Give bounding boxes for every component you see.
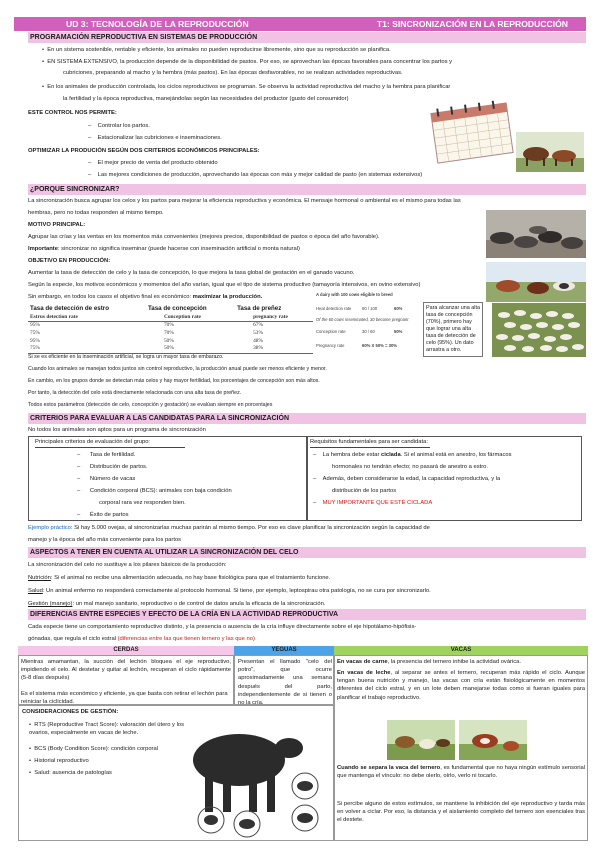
yeguas-header: YEGUAS	[234, 646, 334, 655]
section-title-criterios: CRITERIOS PARA EVALUAR A LAS CANDIDATAS PARA LA SINCRONIZACIÓN	[28, 413, 586, 424]
cerdas-box	[18, 655, 234, 705]
requisito-1: – La hembra debe estar ciclada. Si el animal está en anestro, los fármacos	[313, 452, 512, 458]
porque-note-5: Todos estos parámetros (detección de celo, concepción y gestación) se evalúan siempre en porcentajes	[28, 402, 273, 408]
section-title-programacion: PROGRAMACIÓN REPRODUCTIVA EN SISTEMAS DE PRODUCCIÓN	[28, 32, 586, 43]
criterios-left-title: Principales criterios de evaluación del grupo:	[35, 439, 151, 445]
importante-text: : sincronizar no significa inseminar (puede hacerse con inseminación artificial o monta natural)	[57, 246, 300, 252]
yeguas-text: Presentan el llamado "celo del potro", que ocurre aproximadamente una semana después del parto, independientemente de si tienen o no la cría.	[238, 659, 332, 707]
aspecto-salud-label: Salud	[28, 588, 43, 594]
cell: 48%	[253, 337, 263, 344]
criterio-3-text: Número de vacas	[89, 476, 136, 482]
requisito-1-a: La hembra debe estar	[322, 452, 382, 458]
consideracion-1: • RTS (Reproductive Tract Score): valoración del útero y los ovarios, especialmente en vacas de leche.	[29, 722, 184, 737]
rates-table	[28, 305, 313, 354]
criterios-right-box	[306, 436, 582, 521]
rates-table-subheader	[28, 314, 313, 322]
vacas-header: VACAS	[334, 646, 588, 655]
aspecto-salud-text: : Un animal enfermo no responderá correctamente al protocolo hormonal. Si tiene, por ejemplo, leptospirau otra patología, no se cura por sincronizarlo.	[42, 588, 431, 594]
fig-row-1	[316, 306, 420, 311]
consideracion-1-text: RTS (Reproductive Tract Score): valoración del útero y los ovarios, especialmente en vacas de leche.	[29, 722, 184, 737]
vacas-text-4: Si percibe alguno de estos estímulos, se mantiene la inhibición del eje reproductivo y tarda más en volver a ciclar. Por eso, la distancia y el aislamiento completo del ternero son esenciales tras el destete.	[337, 801, 585, 824]
cell: 75%	[30, 345, 40, 352]
fig-value-3: 60% X 50% = 30%	[362, 343, 398, 348]
criterio-1: – Tasa de fertilidad.	[77, 452, 136, 458]
rates-table-header	[28, 305, 313, 314]
opt-item-2-text: Las mejores condiciones de producción, aprovechando las épocas con más y mejor calidad de pasto (en sistemas extensivos)	[97, 172, 423, 178]
consideraciones-box	[18, 705, 334, 841]
criterio-3: – Número de vacas	[77, 476, 136, 482]
aspecto-nutricion-text: : Si el animal no recibe una alimentación adecuada, no hay base fisiológica para que el tratamiento funcione.	[50, 575, 331, 581]
fig-percent-1: 60%	[394, 306, 403, 312]
table-row	[28, 322, 313, 330]
control-title: ESTE CONTROL NOS PERMITE:	[28, 110, 117, 116]
cow-bcs-diagram	[181, 720, 331, 838]
control-item-1-text: Controlar los partos.	[97, 123, 150, 129]
section-title-aspectos: ASPECTOS A TENER EN CUENTA AL UTILIZAR LA SINCRONIZACIÓN DEL CELO	[28, 547, 586, 558]
table-row	[28, 330, 313, 338]
cell: 70%	[163, 322, 174, 329]
objetivo-text-3b: maximizar la producción.	[192, 294, 263, 300]
porque-text-a: La sincronización busca agrupar los celos y los partos para mejorar la eficiencia reproductiva y económica. El mensaje hormonal o ambiental es el mismo para todas las	[28, 198, 461, 204]
requisito-1-c: . Si el animal está en anestro, los fármacos	[400, 452, 512, 458]
criterio-4: – Condición corporal (BCS): animales con baja condición	[77, 488, 232, 494]
ejemplo-text-1: : Si hay 5.000 ovejas, al sincronizarlas muchas parirán al mismo tiempo. Por eso es clave planificar la sincronización según la capacidad de	[70, 525, 430, 531]
cell: 50%	[163, 337, 174, 344]
cell: 38%	[253, 345, 263, 352]
requisito-1-d: hormonales no tendrán efecto; no pasará de anestro a estro.	[332, 464, 488, 470]
cows-photo-1	[516, 132, 584, 172]
consideracion-3: • Historial reproductivo	[29, 758, 89, 764]
aspecto-nutricion	[28, 574, 586, 582]
page-header	[14, 17, 586, 31]
cell: 70%	[163, 330, 174, 337]
criterios-right-title: Requisitos fundamentales para ser candidata:	[310, 439, 428, 445]
sub-header-detection: Estrus detection rate	[30, 313, 78, 320]
aspecto-nutricion-label: Nutrición	[28, 575, 51, 581]
consideracion-2: • BCS (Body Condition Score): condición corporal	[29, 746, 158, 752]
bullet-1-text: En un sistema sostenible, rentable y eficiente, los animales no pueden reproducirse libremente, sino que su reproducción se planifica.	[47, 47, 391, 53]
cell: 53%	[253, 330, 263, 337]
topic-title: T1: SINCRONIZACIÓN EN LA REPRODUCCIÓN	[376, 18, 568, 29]
importante-label: Importante	[28, 246, 58, 252]
bullet-3: • En los animales de producción controlada, los ciclos reproductivos se programan. Se observa la actividad reproductiva del macho y la hembra para planificar	[42, 84, 451, 90]
requisito-2-a: Además, deben considerarse la edad, la capacidad reproductiva, y la	[322, 476, 501, 482]
requisito-1-bold: ciclada	[381, 452, 401, 458]
consideracion-3-text: Historial reproductivo	[34, 758, 89, 764]
sub-header-conception: Conception rate	[163, 313, 201, 320]
criterio-5: – Éxito de partos	[77, 512, 129, 518]
col-header-prenez: Tasa de preñez	[237, 305, 282, 312]
vacas-carne-label: En vacas de carne	[337, 659, 388, 665]
cerdas-header: CERDAS	[18, 646, 234, 655]
vacas-box	[334, 655, 588, 841]
objetivo-text-3	[28, 293, 328, 301]
vacas-para-2	[337, 669, 585, 702]
opt-item-1: – El mejor precio de venta del producto obtenido	[88, 160, 218, 166]
bullet-2-text-b: cubriciones, preparando al macho y la hembra (más pastos). En las épocas desfavorables, no se realizan actividades reproductivas.	[63, 70, 403, 76]
sheep-flock-photo	[492, 303, 586, 357]
vacas-leche-text: , al separar se antes el ternero, recuperan más rápido el ciclo. Aunque tengan buena nutrición y manejo, las vacas con cría están fisiológicamente en momentos diferentes del ciclo estral, y en un lote deben manejarse todas como si fueran iguales para planificar el trabajo reproductivo.	[337, 670, 585, 701]
aspectos-intro: La sincronización del celo no sustituye a los pilares básicos de la producción:	[28, 562, 227, 568]
fig-value-2: 30 / 60	[362, 328, 375, 334]
cow-calf-photos	[387, 720, 527, 760]
ejemplo-line-1	[28, 524, 588, 532]
criterio-4-text-b: corporal rara vez responden bien.	[99, 500, 186, 506]
fig-row-2	[316, 329, 420, 334]
vacas-para-1	[337, 658, 585, 666]
motivo-title: MOTIVO PRINCIPAL:	[28, 222, 86, 228]
cows-photo-2	[486, 262, 586, 302]
section-title-porque: ¿PORQUE SINCRONIZAR?	[28, 184, 586, 195]
diferencias-text-2	[28, 635, 586, 643]
bullet-1: • En un sistema sostenible, rentable y eficiente, los animales no pueden reproducirse libremente, sino que su reproducción se planifica.	[42, 47, 391, 53]
control-item-2-text: Estacionalizar las cubriciones e inseminaciones.	[97, 135, 222, 141]
unit-title: UD 3: TECNOLOGÍA DE LA REPRODUCCIÓN	[66, 18, 249, 29]
callout-note: Para alcanzar una alta tasa de concepción (70%), primero hay que lograr una alta tasa de detección de celo (95%). Un dato arrastra a otro.	[423, 302, 483, 357]
criterio-2-text: Distribución de partos.	[89, 464, 148, 470]
consideraciones-title: CONSIDERACIONES DE GESTIÓN:	[22, 709, 119, 715]
cell: 50%	[163, 345, 174, 352]
underline	[35, 447, 185, 448]
importante-line	[28, 245, 478, 253]
underline	[310, 447, 430, 448]
yeguas-box	[234, 655, 334, 705]
control-item-1: – Controlar los partos.	[88, 123, 150, 129]
sub-header-pregnancy: pregnancy rate	[253, 313, 288, 320]
cell: 75%	[30, 330, 40, 337]
criterios-intro: No todos los animales son aptos para un programa de sincronización	[28, 427, 206, 433]
cell: 95%	[30, 322, 40, 329]
porque-note-1: Si se es eficiente en la inseminación artificial, se logra un mayor tasa de embarazo.	[28, 354, 224, 360]
motivo-text: Agrupar las crías y las ventas en los momentos más convenientes (mejores precios, disponibilidad de pastos o época del año favorable).	[28, 234, 380, 240]
diferencias-text-1: Cada especie tiene un comportamiento reproductivo distinto, y la presencia o ausencia de la cría influye directamente sobre el eje hipotálamo-hipófisis-	[28, 624, 417, 630]
vacas-carne-text: , la presencia del ternero inhibe la actividad ovárica.	[387, 659, 521, 665]
fig-label-1: Heat detection rate	[316, 306, 352, 312]
fig-row-3	[316, 343, 420, 348]
optimizar-title: OPTIMIZAR LA PRODUCIÓN SEGÚN DOS CRITERIOS ECONÓMICOS PRINCIPALES:	[28, 148, 260, 154]
diferencias-text-2-red: (diferencias entre las que tienen ternero y las que no)	[117, 636, 255, 642]
cerdas-text-1: Mientras amamantan, la succión del lechón bloquea el eje reproductivo, impidiendo el celo. Al destetar y quitar al lechón, recuperan el ciclo rápidamente (5-8 días después)	[21, 659, 231, 682]
control-item-2: – Estacionalizar las cubriciones e inseminaciones.	[88, 135, 222, 141]
criterio-5-text: Éxito de partos	[89, 512, 129, 518]
ejemplo-label: Ejemplo práctico	[28, 525, 71, 531]
porque-text-b: hembras, pero no todas responden al mismo tiempo.	[28, 210, 164, 216]
fig-note: Of the 60 cows inseminated, 30 become pregnant	[316, 316, 409, 322]
fig-label-2: Conception rate	[316, 328, 346, 334]
opt-item-2: – Las mejores condiciones de producción, aprovechando las épocas con más y mejor calidad de pasto (en sistemas extensivos)	[88, 172, 423, 178]
consideracion-4: • Salud: ausencia de patologías	[29, 770, 112, 776]
porque-note-3: En cambio, en los grupos donde se detectan más celos y hay mayor fertilidad, los porcentajes de concepción son más altos.	[28, 378, 320, 384]
requisito-3-text: MUY IMPORTANTE QUE ESTÉ CICLADA	[322, 500, 433, 506]
requisito-3: – MUY IMPORTANTE QUE ESTÉ CICLADA	[313, 500, 433, 506]
cell: 67%	[253, 322, 263, 329]
porque-note-2: Cuando los animales se manejan todos juntos sin control reproductivo, la producción anual puede ser menos eficiente y menor.	[28, 366, 327, 372]
calendar-illustration	[428, 100, 516, 166]
bullet-2: • EN SISTEMA EXTENSIVO, la producción depende de la disponibilidad de pastos. Por eso, se aprovechan las épocas favorables para concentrar los partos y	[42, 59, 452, 65]
aspecto-gestion-text: : un mal manejo sanitario, reproductivo o de control de datos anula la eficacia de la sincronización.	[72, 601, 326, 607]
table-row	[28, 338, 313, 346]
fig-percent-2: 50%	[394, 328, 403, 334]
criterios-left-box	[28, 436, 308, 521]
aspecto-gestion	[28, 600, 586, 608]
fig-label-3: Pregnancy rate	[316, 343, 345, 348]
porque-note-4: Por tanto, la detección del celo está directamente relacionada con una alta tasa de preñez.	[28, 390, 242, 396]
fig-value-1: 60 / 100	[362, 306, 378, 312]
ejemplo-text-2: manejo y la época del año más conveniente para los partos	[28, 537, 182, 543]
bullet-3-text-b: la fertilidad y la época reproductiva, manejándolas según las necesidades del productor (gusto del consumidor)	[63, 96, 349, 102]
requisito-2-b: distribución de los partos	[332, 488, 397, 494]
col-header-concepcion: Tasa de concepción	[147, 305, 207, 312]
vacas-separacion-label: Cuando se separa la vaca del ternero	[337, 765, 441, 771]
cerdas-text-2: Es el sistema más económico y eficiente, ya que basta con retirar el lechón para reiniciar la ciclicidad.	[21, 691, 228, 706]
criterio-2: – Distribución de partos.	[77, 464, 148, 470]
opt-item-1-text: El mejor precio de venta del producto obtenido	[97, 160, 218, 166]
section-title-diferencias: DIFERENCIAS ENTRE ESPECIES Y EFECTO DE LA CRÍA EN LA ACTIVIDAD REPRODUCTIVA	[28, 609, 586, 620]
criterio-1-text: Tasa de fertilidad.	[89, 452, 136, 458]
vacas-para-3	[337, 764, 585, 780]
objetivo-text-3a: Sin embargo, en todos los casos el objetivo final es económico:	[28, 294, 193, 300]
cell: 95%	[30, 337, 40, 344]
table-row	[28, 345, 313, 353]
pigs-photo	[486, 210, 586, 258]
criterio-4-text-a: Condición corporal (BCS): animales con baja condición	[89, 488, 232, 494]
diferencias-text-2a: gónadas, que regula el ciclo estral	[28, 636, 118, 642]
aspecto-gestion-label: Gestión (manejo)	[28, 601, 73, 607]
aspecto-salud	[28, 587, 586, 595]
consideracion-2-text: BCS (Body Condition Score): condición corporal	[34, 746, 158, 752]
fig-title: A dairy with 100 cows eligible to breed	[316, 292, 393, 297]
vacas-separacion-text: , es fundamental que no haya ningún estímulo sensorial que mantenga el vínculo: no debe olerlo, oírlo, verlo ni tocarlo.	[337, 765, 585, 780]
objetivo-title: OBJETIVO EN PRODUCCIÓN:	[28, 258, 111, 264]
objetivo-text-2: Según la especie, los motivos económicos y momentos del año varían, igual que el tipo de sistema productivo (tamayoría intensivos, en ovino extensivo)	[28, 282, 421, 288]
requisito-2: – Además, deben considerarse la edad, la capacidad reproductiva, y la	[313, 476, 501, 482]
vacas-leche-label: En vacas de leche	[337, 670, 391, 676]
consideracion-4-text: Salud: ausencia de patologías	[34, 770, 112, 776]
bullet-3-text-a: En los animales de producción controlada, los ciclos reproductivos se programan. Se observa la actividad reproductiva del macho y la hembra para planificar	[47, 84, 451, 90]
col-header-detection: Tasa de detección de estro	[30, 305, 109, 312]
objetivo-text-1: Aumentar la tasa de detección de celo y la tasa de concepción, lo que mejora la tasa global de gestación en el ganado vacuno.	[28, 270, 355, 276]
bullet-2-text-a: EN SISTEMA EXTENSIVO, la producción depende de la disponibilidad de pastos. Por eso, se aprovechan las épocas favorables para concentrar los partos y	[47, 59, 452, 65]
